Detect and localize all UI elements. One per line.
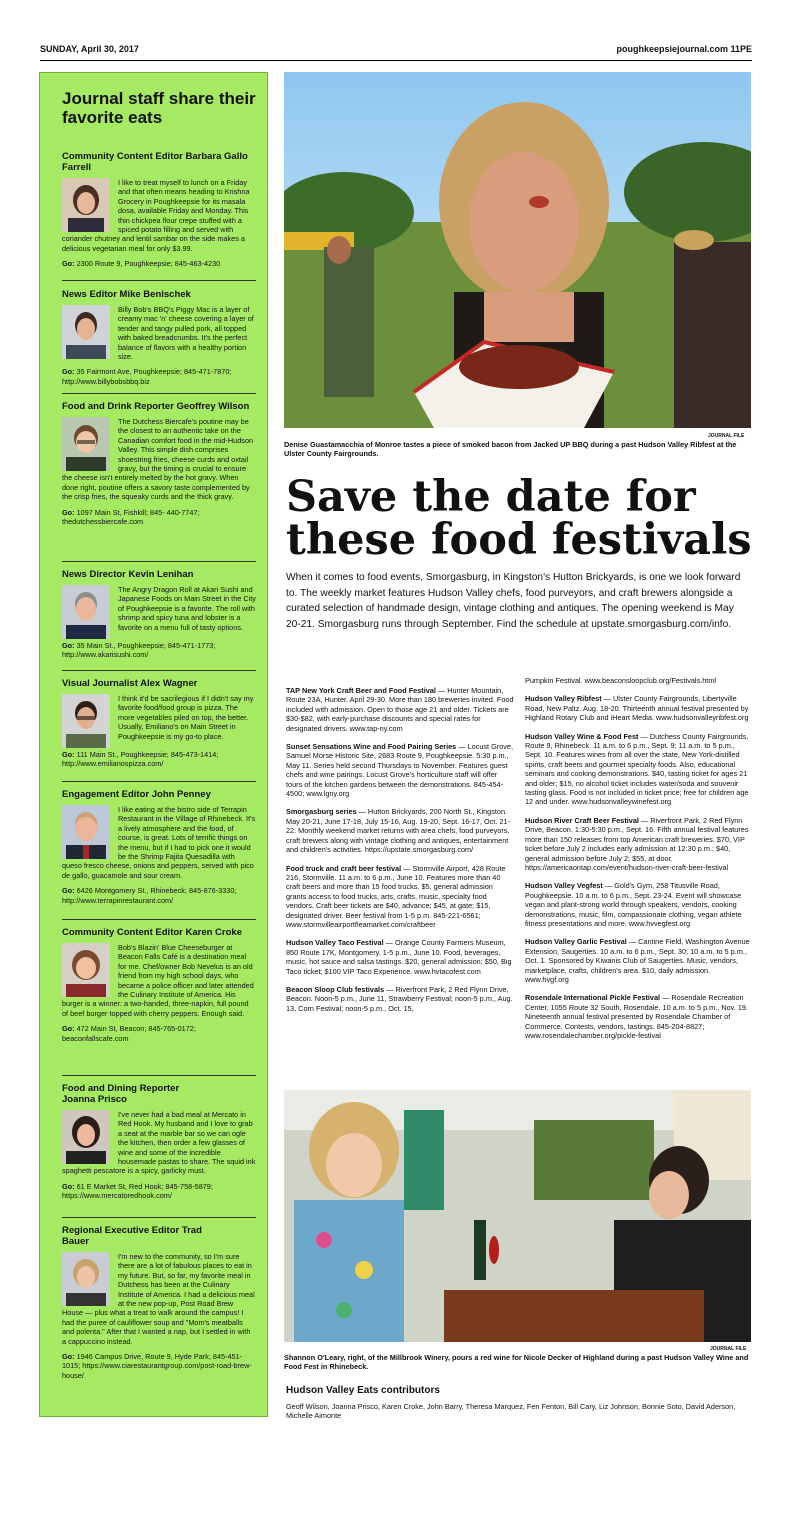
article-headline: Save the date for these food festivals	[286, 472, 752, 565]
staff-headshot	[62, 1110, 110, 1164]
entry-divider	[62, 1075, 256, 1076]
festival-item: Food truck and craft beer festival — Stormville Airport, 428 Route 216, Stormville. 11 a.m. to 6 p.m., June 10. Features more than 40 craft beers and more than 15 food trucks. $5, general admission grants access to food trucks, arts, crafts, music, specialty food vendors. Craft beer tickets are $40, advance; $45, at gate; $15, designated driver. Beer festival from 1-5 p.m. 845-221-6561; www.stormvilleairportfleamarket.com/craftbeer	[286, 863, 506, 929]
photo-credit: JOURNAL FILE	[708, 433, 745, 439]
staff-role: Regional Executive Editor Trad Bauer	[62, 1225, 202, 1247]
header-rule	[40, 60, 752, 61]
staff-role: Engagement Editor John Penney	[62, 789, 211, 800]
festival-item: Hudson Valley Garlic Festival — Cantine Field, Washington Avenue Extension, Saugerties. 10 a.m. to 6 p.m., Sept. 30; 10 a.m. to 5 p.m., Oct. 1. Sponsored by Kiwanis Club of Saugerties. Music, vendors, marketplace, crafts, children's area. $10, daily admission. www.hvgf.org	[525, 937, 750, 984]
entry-divider	[62, 561, 256, 562]
festival-item: Hudson Valley Ribfest — Ulster County Fairgrounds, Libertyville Road, New Paltz. Aug. 18-20. Thirteenth annual festival presented by Highland Rotary Club and iHeart Media. www.hudsonvalleyribfest.org	[525, 694, 749, 723]
staff-headshot	[62, 943, 110, 997]
staff-go: Go: 6426 Montgomery St., Rhinebeck; 845-876-3330; http://www.terrapinrestaurant.com/	[62, 886, 237, 905]
festival-list-right	[525, 676, 753, 1049]
wine-fest-photo	[284, 1090, 751, 1342]
staff-entry	[62, 289, 256, 386]
staff-role: Food and Drink Reporter Geoffrey Wilson	[62, 401, 250, 412]
staff-go: Go: 35 Main St., Poughkeepsie; 845-471-1773; http://www.akarisushi.com/	[62, 641, 216, 660]
festival-continued: Pumpkin Festival. www.beaconsloopclub.org/Festivals.html	[525, 676, 717, 685]
staff-blurb: The Angry Dragon Roll at Akari Sushi and Japanese Foods on Main Street in the City of Poughkeepsie is a favorite. The roll with shrimp and spicy tuna and lobster is a favorite on a menu full of tasty options.	[118, 585, 256, 632]
staff-blurb: Bob's Blazin' Blue Cheeseburger at Beacon Falls Café is a destination meal for me. Chef/owner Bob Nevelus is an old friend from my high school days, who became a police officer and later attended the Culinary Institute of America. His burger is a winner: a two-handed, three-napkin, full pound of beef burger topped with cherry peppers. Enough said.	[62, 943, 254, 1018]
ribfest-photo	[284, 72, 751, 428]
staff-go: Go: 472 Main St, Beacon; 845-765-0172; beaconfallscafe.com	[62, 1024, 196, 1043]
staff-role: Food and Dining Reporter Joanna Prisco	[62, 1083, 180, 1105]
photo-caption: Shannon O'Leary, right, of the Millbrook Winery, pours a red wine for Nicole Decker of Highland during a past Hudson Valley Wine and Food Fest in Rhinebeck.	[284, 1353, 749, 1371]
staff-go: Go: 1946 Campus Drive, Route 9, Hyde Park; 845-451-1015; https://www.ciarestaurantgroup.com/post-road-brew-house/	[62, 1352, 252, 1380]
festival-item: Hudson Valley Wine & Food Fest — Dutchess County Fairgrounds, Route 9, Rhinebeck. 11 a.m. to 6 p.m., Sept. 9; 11 a.m. to 5 p.m., Sept. 10. Features wines from all over the state, New York-distilled spirits, craft beers and gourmet specialty foods. Also, educational seminars and cooking demonstrations. $40, tasting ticket for ages 21 and older; $15, no alcohol ticket includes water/soda and souvenir tasting glass. Food is not included in ticket price; free for children age 12 and under. www.hudsonvalleywinefest.org	[525, 731, 749, 807]
staff-blurb: I've never had a bad meal at Mercato in Red Hook. My husband and I love to grab a seat at the marble bar so we can ogle the kitchen, then order a few glasses of wine and some of the incredible housemade pastas to share. The squid ink spaghetti pescatore is a spicy, garlicky must.	[62, 1110, 256, 1176]
staff-headshot	[62, 805, 110, 859]
entry-divider	[62, 280, 256, 281]
staff-go: Go: 35 Fairmont Ave, Poughkeepsie; 845-471-7870; http://www.billybobsbbq.biz	[62, 367, 232, 386]
entry-divider	[62, 919, 256, 920]
staff-entry	[62, 401, 256, 526]
staff-blurb: I like to treat myself to lunch on a Friday and that often means heading to Krishna Grocery in Poughkeepsie for its masala dosa, available Friday and Monday. This thin chickpea flour crepe stuffed with a spiced potato filling and served with coriander chutney and lentil sambar on the side makes a delicious vegetarian meal for only $3.99.	[62, 178, 250, 253]
article-intro: When it comes to food events, Smorgasburg, in Kingston's Hutton Brickyards, is one we look forward to. The weekly market features Hudson Valley chefs, food purveyors, and craft brewers alongside a curated selection of handmade design, vintage clothing and antiques. The opening weekend is May 20-21. Smorgasburg runs through September. Find the schedule at upstate.smorgasburg.com/info.	[286, 572, 741, 630]
photo-caption: Denise Guastamacchia of Monroe tastes a piece of smoked bacon from Jacked UP BBQ during a past Hudson Valley Ribfest at the Ulster County Fairgrounds.	[284, 440, 737, 458]
festival-item: Rosendale International Pickle Festival — Rosendale Recreation Center, 1055 Route 32 South, Rosendale. 10 a.m. to 5 p.m., Nov. 19. Nineteenth annual festival presented by Rosendale Chamber of Commerce. Contests, vendors, tastings. 845-204-8827; www.rosendalechamber.org/pickle-festival	[525, 993, 748, 1040]
page-date: SUNDAY, April 30, 2017	[40, 44, 139, 54]
staff-headshot	[62, 694, 110, 748]
staff-entry	[62, 569, 256, 660]
staff-headshot	[62, 305, 110, 359]
staff-blurb: Billy Bob's BBQ's Piggy Mac is a layer of creamy mac 'n' cheese covering a layer of tender and tangy pulled pork, all topped with baked breadcrumbs. It's the perfect balance of flavors with a healthy portion size.	[118, 305, 254, 362]
staff-entry	[62, 678, 256, 769]
staff-blurb: The Dutchess Biercafe's poutine may be the closest to an authentic take on the Canadian comfort food in the mid-Hudson Valley. This simple dish comprises shoestring fries, cheese curds and oxtail gravy, but the timing is crucial to ensure the cheese isn't entirely melted by the hot gravy. When done right, poutine offers a savory taste complemented by the crisp fries, the squeaky curds and the thick gravy.	[62, 417, 254, 502]
staff-role: Community Content Editor Barbara Gallo Farrell	[62, 151, 248, 173]
festival-item: Beacon Sloop Club festivals — Riverfront Park, 2 Red Flynn Drive, Beacon. Noon-5 p.m., June 11, Strawberry Festival; noon-5 p.m., Aug. 13, Corn Festival; noon-5 p.m., Oct. 15,	[286, 984, 513, 1013]
festival-item: Hudson River Craft Beer Festival — Riverfront Park, 2 Red Flynn Drive, Beacon. 1:30-5:30 p.m., Sept. 16. Fifth annual festival features more than 150 releases from top American craft breweries. $70, VIP ticket before July 2 includes early admission at 12:30 p.m.; $40, general admission before July 2; $55, at door. https://americaontap.com/event/hudson-river-craft-beer-festival	[525, 815, 749, 872]
staff-role: Community Content Editor Karen Croke	[62, 927, 242, 938]
staff-entry	[62, 789, 256, 905]
staff-favorites-sidebar	[39, 72, 268, 1417]
entry-divider	[62, 670, 256, 671]
festival-item: Hudson Valley Taco Festival — Orange County Farmers Museum, 850 Route 17K, Montgomery. 1-5 p.m., June 10. Food, beverages, music, hot sauce and salsa tastings. $20, general admission; $50, Big Taco ticket; $100 VIP Taco Experience. www.hvtacofest.com	[286, 938, 512, 976]
staff-entry	[62, 151, 256, 269]
entry-divider	[62, 781, 256, 782]
contributors-title: Hudson Valley Eats contributors	[286, 1385, 440, 1396]
staff-blurb: I like eating at the bistro side of Terrapin Restaurant in the Village of Rhinebeck. It's a lively atmosphere and the food, of course, is great. Lots of terrific things on the menu, but if I had to pick one it would be the Shrimp Fajita Quesadilla with queso fresco cheese, onions and peppers, served with pico de gallo, guacamole and sour cream.	[62, 805, 256, 880]
staff-role: News Editor Mike Benischek	[62, 289, 191, 300]
staff-role: News Director Kevin Lenihan	[62, 569, 194, 580]
staff-go: Go: 2300 Route 9, Poughkeepsie; 845-463-4230	[62, 259, 221, 269]
photo-credit: JOURNAL FILE	[710, 1346, 747, 1352]
staff-headshot	[62, 178, 110, 232]
contributors-list: Geoff Wilson, Joanna Prisco, Karen Croke, John Barry, Theresa Marquez, Fen Fenton, Bill Cary, Liz Johnson, Bonnie Soto, David Aderson, Michelle Aimonte	[286, 1402, 736, 1421]
staff-blurb: I'm new to the community, so I'm sure there are a lot of fabulous places to eat in my future. But, so far, my favorite meal in Dutchess has been at the Culinary Institute of America. I had a delicious meal at the new pop-up, Post Road Brew House — plus what a treat to walk around the campus! I had the puree of cauliflower soup and "Mom's meatballs and polenta." After that I wanted a nap, but I settled in with a cappuccino instead.	[62, 1252, 255, 1346]
staff-entry	[62, 1225, 256, 1380]
staff-go: Go: 61 E Market St, Red Hook; 845-758-5879; https://www.mercatoredhook.com/	[62, 1181, 213, 1201]
sidebar-title: Journal staff share their favorite eats	[62, 89, 256, 127]
staff-entry	[62, 1083, 256, 1201]
staff-go: Go: 1097 Main St, Fishkill; 845- 440-7747; thedutchessbiercafe.com	[62, 507, 200, 527]
entry-divider	[62, 1217, 256, 1218]
staff-go: Go: 111 Main St., Poughkeepsie; 845-473-1414; http://www.emilianospizza.com/	[62, 750, 219, 769]
festival-list-left	[286, 686, 514, 1022]
page-site-number: poughkeepsiejournal.com 11PE	[616, 44, 752, 54]
staff-blurb: I think it'd be sacrilegious if I didn't say my favorite food/food group is pizza. The more vegetables piled on top, the better. Usually, Emiliano's on Main Street in Poughkeepsie is my go-to place.	[118, 694, 254, 741]
entry-divider	[62, 393, 256, 394]
staff-headshot	[62, 1252, 110, 1306]
festival-item: Sunset Sensations Wine and Food Pairing Series — Locust Grove, Samuel Morse Historic Site, 2683 Route 9, Poughkeepsie. 5:30 p.m., May 11. Series held second Thursdays to November. Features guest chefs and wine pairings. Locust Grove's horticulture staff will offer tours of the kitchen gardens between the demonstrations. 845-454-4500; www.lgny.org	[286, 742, 514, 799]
staff-entry	[62, 927, 256, 1043]
festival-item: Smorgasburg series — Hutton Brickyards, 200 North St., Kingston. May 20-21, June 17-18, July 15-16, Aug. 19-20, Sept. 16-17, Oct. 21-22. Monthly weekend market returns with area chefs, food purveyors, craft brewers along with vintage clothing and antiques, entertainment and children's activities. https://upstate.smorgasburg.com/	[286, 807, 510, 855]
festival-item: Hudson Valley Vegfest — Gold's Gym, 258 Titusville Road, Poughkeepsie. 10 a.m. to 6 p.m., Sept. 23-24. Event will showcase vegan and plant-strong world through speakers, vendors, cooking demonstrations, music, film, compassionate clothing, vegan athlete fitness presentations and more. www.hvvegfest.org	[525, 881, 742, 928]
festival-item: TAP New York Craft Beer and Food Festival — Hunter Mountain, Route 23A, Hunter. April 29-30. More than 180 breweries invited. Food included with admission. Open to those age 21 and older. Tickets are $30-$82, with early-purchase discounts and special rates for designated drivers. www.tap-ny.com	[286, 686, 514, 733]
staff-role: Visual Journalist Alex Wagner	[62, 678, 198, 689]
staff-headshot	[62, 417, 110, 471]
staff-headshot	[62, 585, 110, 639]
